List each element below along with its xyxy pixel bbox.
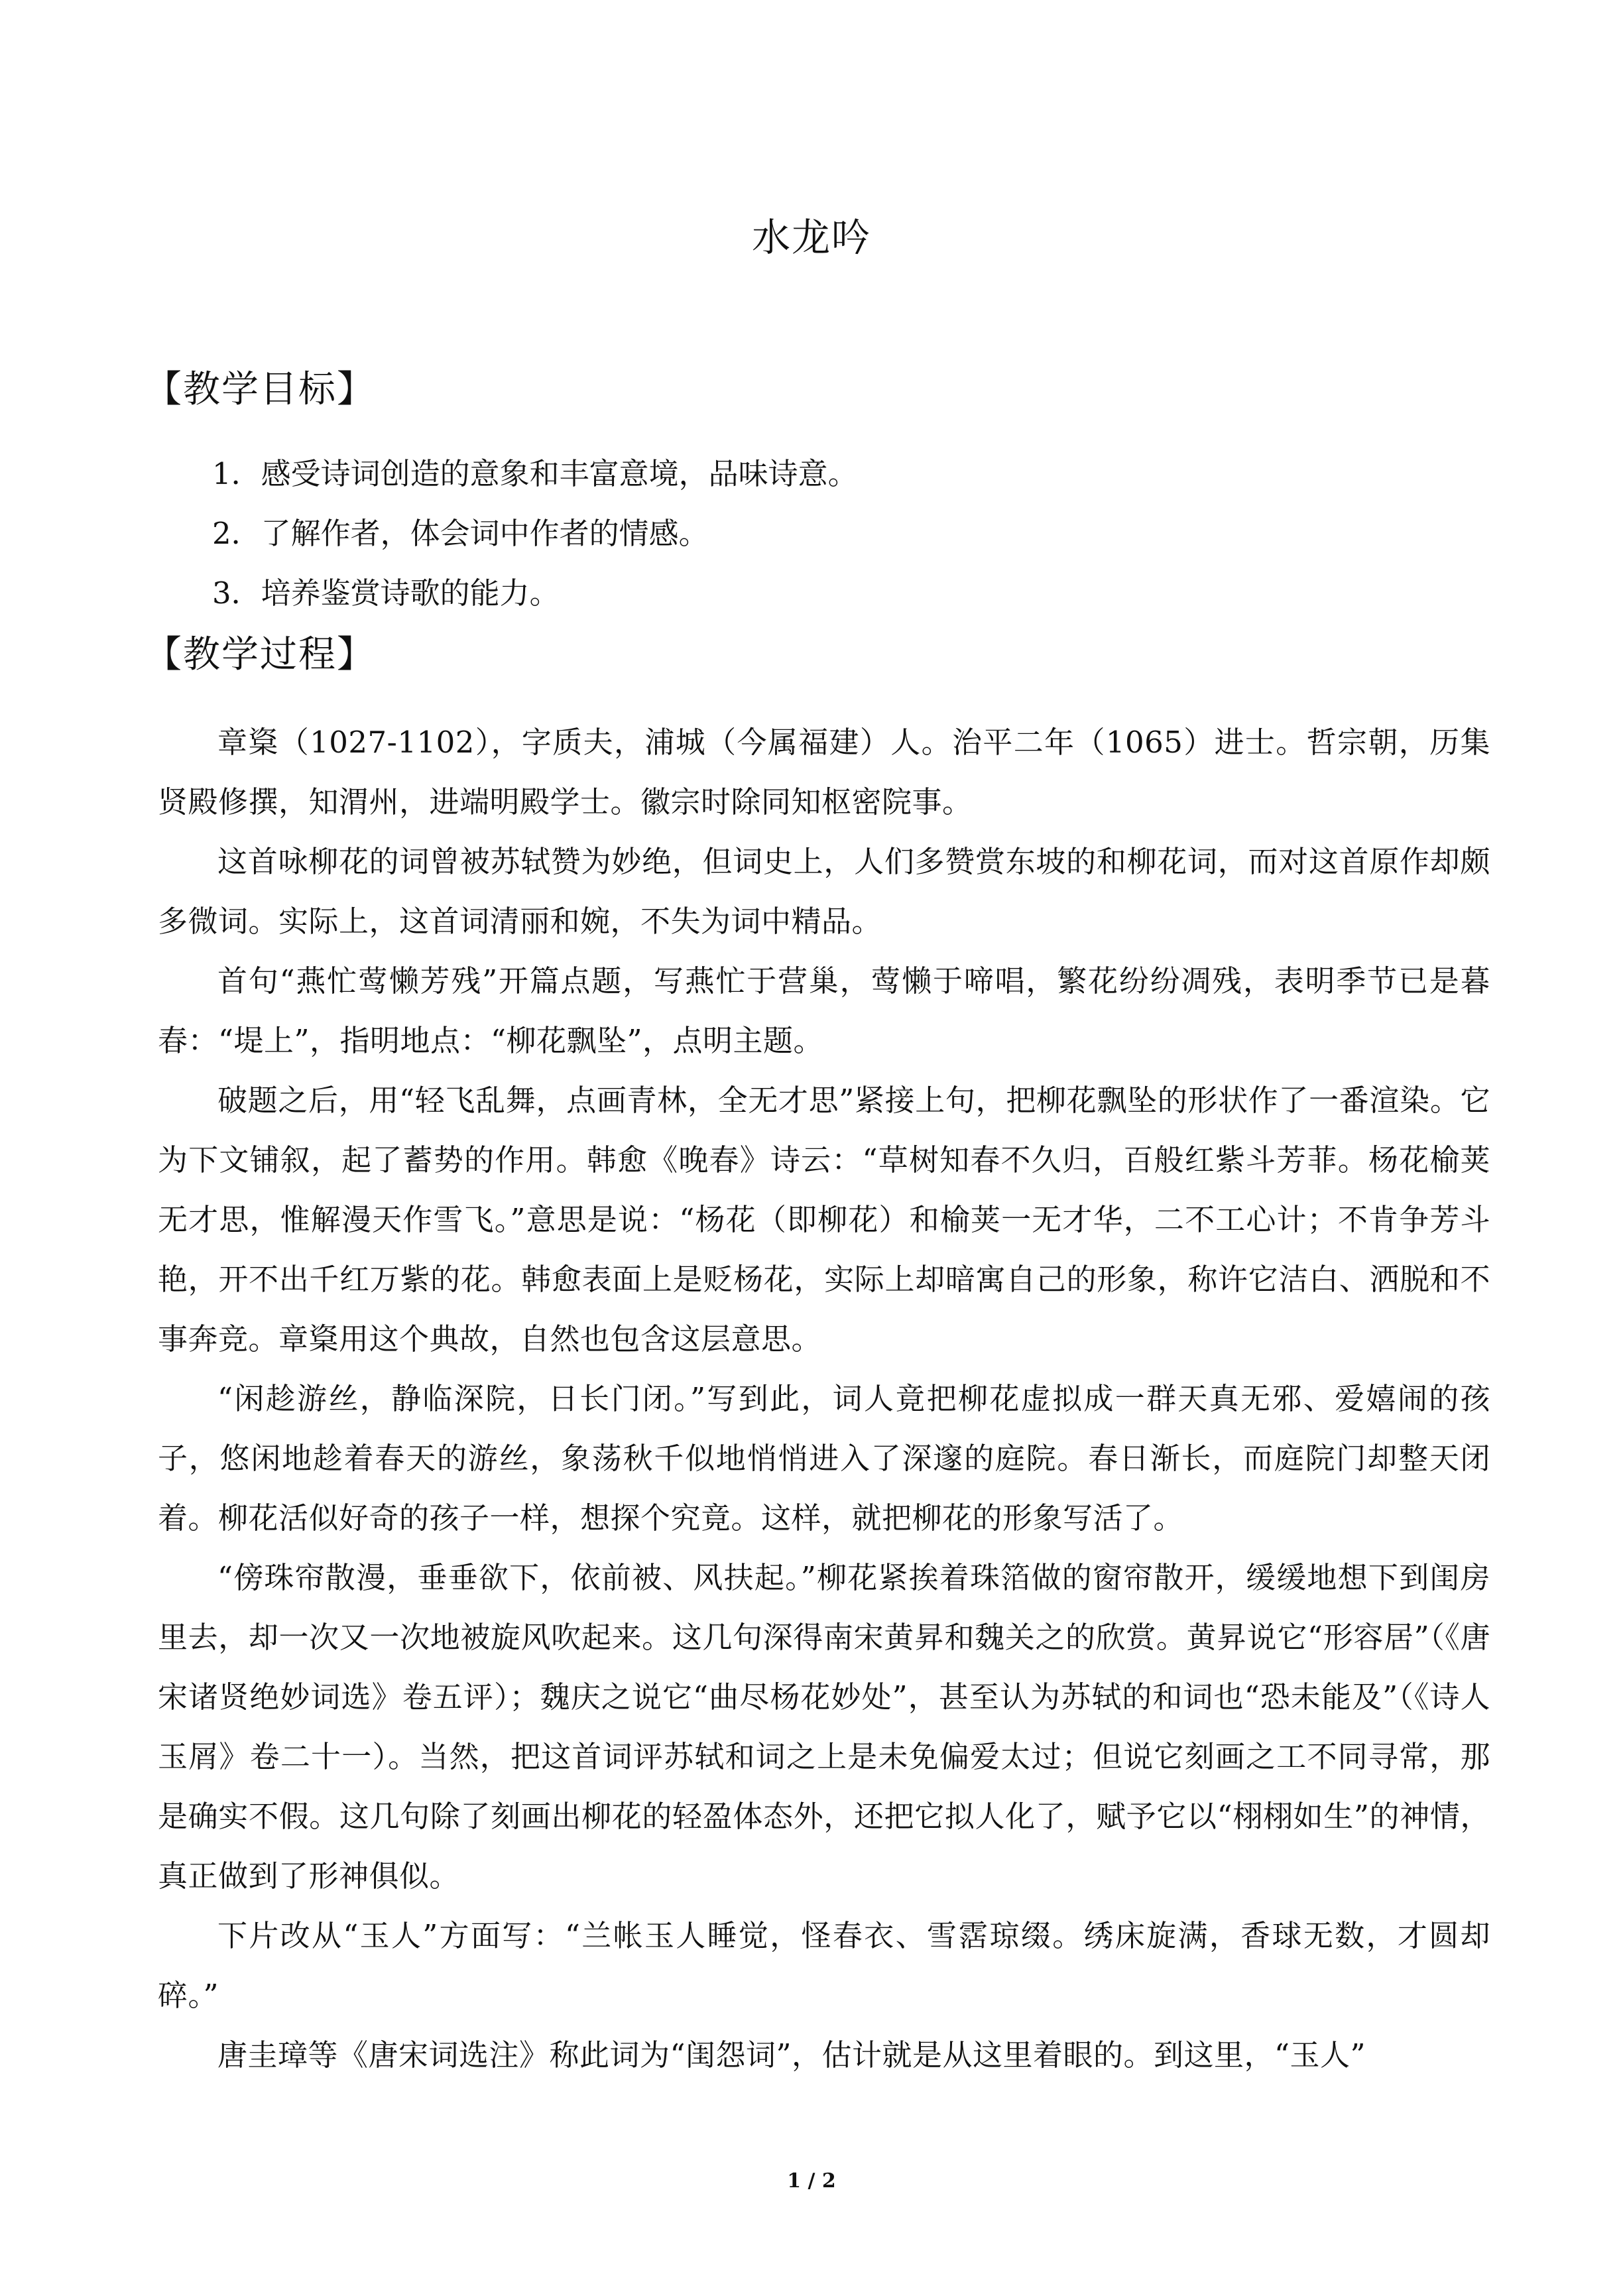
paragraph-author-intro: 章楶（1027-1102），字质夫，浦城（今属福建）人。治平二年（1065）进士。哲宗朝，历集贤殿修撰，知渭州，进端明殿学士。徽宗时除同知枢密院事。	[158, 725, 1490, 819]
paragraph-analysis-3: “傍珠帘散漫，垂垂欲下，依前被、风扶起。”柳花紧挨着珠箔做的窗帘散开，缓缓地想下到闺房里去，却一次又一次地被旋风吹起来。这几句深得南宋黄昇和魏关之的欣赏。黄昇说它“形容居”（《唐宋诸贤绝妙词选》卷五评）；魏庆之说它“曲尽杨花妙处”，甚至认为苏轼的和词也“恐未能及”（《诗人玉屑》卷二十一）。当然，把这首词评苏轼和词之上是未免偏爱太过；但说它刻画之工不同寻常，那是确实不假。这几句除了刻画出柳花的轻盈体态外，还把它拟人化了，赋予它以“栩栩如生”的神情，真正做到了形神俱似。	[158, 1560, 1490, 1894]
paragraph-overview: 这首咏柳花的词曾被苏轼赞为妙绝，但词史上，人们多赞赏东坡的和柳花词，而对这首原作却颇多微词。实际上，这首词清丽和婉，不失为词中精品。	[158, 844, 1490, 939]
paragraph-analysis-2: “闲趁游丝，静临深院，日长门闭。”写到此，词人竟把柳花虚拟成一群天真无邪、爱嬉闹的孩子，悠闲地趁着春天的游丝，象荡秋千似地悄悄进入了深邃的庭院。春日渐长，而庭院门却整天闭着。柳花活似好奇的孩子一样，想探个究竟。这样，就把柳花的形象写活了。	[158, 1381, 1490, 1536]
paragraph-analysis-1: 破题之后，用“轻飞乱舞，点画青林，全无才思”紧接上句，把柳花飘坠的形状作了一番渲染。它为下文铺叙，起了蓄势的作用。韩愈《晚春》诗云：“草树知春不久归，百般红紫斗芳菲。杨花榆荚无才思，惟解漫天作雪飞。”意思是说：“杨花（即柳花）和榆荚一无才华，二不工心计；不肯争芳斗艳，开不出千红万紫的花。韩愈表面上是贬杨花，实际上却暗寓自己的形象，称许它洁白、洒脱和不事奔竞。章楶用这个典故，自然也包含这层意思。	[158, 1083, 1490, 1357]
objective-item: 3．培养鉴赏诗歌的能力。	[212, 575, 560, 611]
objectives-list	[212, 444, 1472, 623]
section-heading-teaching-process: 【教学过程】	[145, 633, 375, 676]
body-text	[158, 713, 1490, 2085]
page-number: 1 / 2	[787, 2169, 836, 2193]
document-title: 水龙吟	[751, 215, 871, 260]
objective-item: 1．感受诗词创造的意象和丰富意境，品味诗意。	[212, 456, 858, 491]
paragraph-commentary: 唐圭璋等《唐宋词选注》称此词为“闺怨词”，估计就是从这里着眼的。到这里，“玉人”	[217, 2037, 1366, 2073]
objective-item: 2．了解作者，体会词中作者的情感。	[212, 516, 709, 551]
section-heading-teaching-goals: 【教学目标】	[145, 368, 375, 411]
paragraph-second-stanza: 下片改从“玉人”方面写：“兰帐玉人睡觉，怪春衣、雪霑琼缀。绣床旋满，香球无数，才圆却碎。”	[158, 1918, 1490, 2013]
paragraph-opening-line: 首句“燕忙莺懒芳残”开篇点题，写燕忙于营巢，莺懒于啼唱，繁花纷纷凋残，表明季节已是暮春：“堤上”，指明地点：“柳花飘坠”，点明主题。	[158, 963, 1490, 1058]
